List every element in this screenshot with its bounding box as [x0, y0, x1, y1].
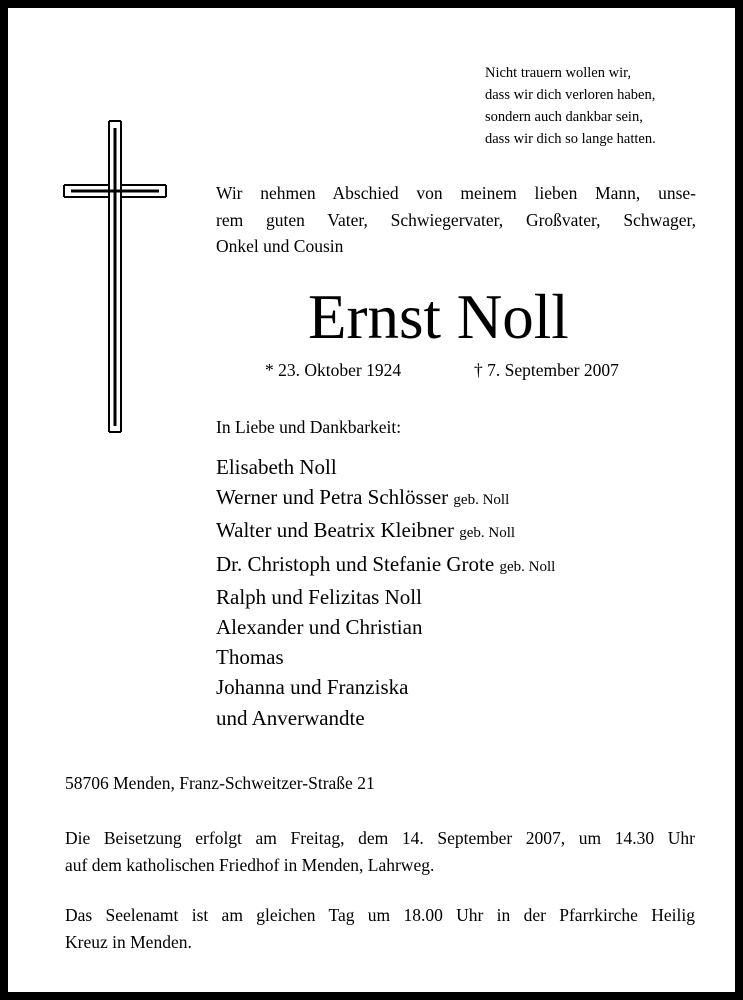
burial-line: Die Beisetzung erfolgt am Freitag, dem 14. September 2007, um 14.30 Uhr — [65, 828, 695, 848]
deceased-name: Ernst Noll — [308, 282, 569, 352]
farewell-text — [216, 180, 696, 260]
mourner-entry — [216, 482, 716, 515]
mourner-entry — [216, 672, 716, 702]
poem-line: Nicht trauern wollen wir, — [485, 65, 631, 81]
poem-line: sondern auch dankbar sein, — [485, 109, 643, 125]
mourner-entry — [216, 515, 716, 548]
mass-line: Das Seelenamt ist am gleichen Tag um 18.00 Uhr in der Pfarrkirche Heilig — [65, 905, 695, 925]
burial-info — [65, 825, 695, 878]
mourner-name: Alexander und Christian — [216, 615, 423, 640]
mourner-name: Johanna und Franziska — [216, 675, 409, 700]
mourner-name: Dr. Christoph und Stefanie Grote — [216, 551, 495, 576]
maiden-name: geb. Noll — [499, 558, 556, 575]
death-date: † 7. September 2007 — [474, 360, 619, 380]
mourner-name: Elisabeth Noll — [216, 455, 337, 479]
mourner-name: Thomas — [216, 645, 284, 670]
farewell-line: Wir nehmen Abschied von meinem lieben Mann, unse- — [216, 183, 696, 203]
maiden-name: geb. Noll — [453, 492, 510, 509]
birth-date: * 23. Oktober 1924 — [265, 360, 402, 380]
mourner-name: und Anverwandte — [216, 705, 365, 730]
mass-line: Kreuz in Menden. — [65, 931, 192, 952]
farewell-line: rem guten Vater, Schwiegervater, Großvater, Schwager, — [216, 209, 696, 230]
poem-line: dass wir dich so lange hatten. — [485, 131, 656, 147]
farewell-line: Onkel und Cousin — [216, 236, 344, 256]
poem — [485, 62, 725, 150]
cross-icon — [63, 120, 167, 434]
mourner-entry — [216, 612, 716, 642]
mourner-entry — [216, 642, 716, 672]
maiden-name: geb. Noll — [459, 525, 516, 542]
mourner-name: Ralph und Felizitas Noll — [216, 584, 422, 609]
mourner-entry — [216, 582, 716, 612]
mourner-entry — [216, 549, 716, 582]
mourners-heading: In Liebe und Dankbarkeit: — [216, 417, 402, 437]
mourner-entry — [216, 452, 716, 482]
requiem-mass-info — [65, 902, 695, 955]
mourner-name: Werner und Petra Schlösser — [216, 485, 449, 510]
poem-line: dass wir dich verloren haben, — [485, 87, 656, 103]
mourner-name: Walter und Beatrix Kleibner — [216, 518, 454, 543]
mourner-entry — [216, 703, 716, 733]
family-address: 58706 Menden, Franz-Schweitzer-Straße 21 — [65, 773, 375, 793]
burial-line: auf dem katholischen Friedhof in Menden, Lahrweg. — [65, 854, 435, 875]
mourners-list — [216, 452, 716, 733]
